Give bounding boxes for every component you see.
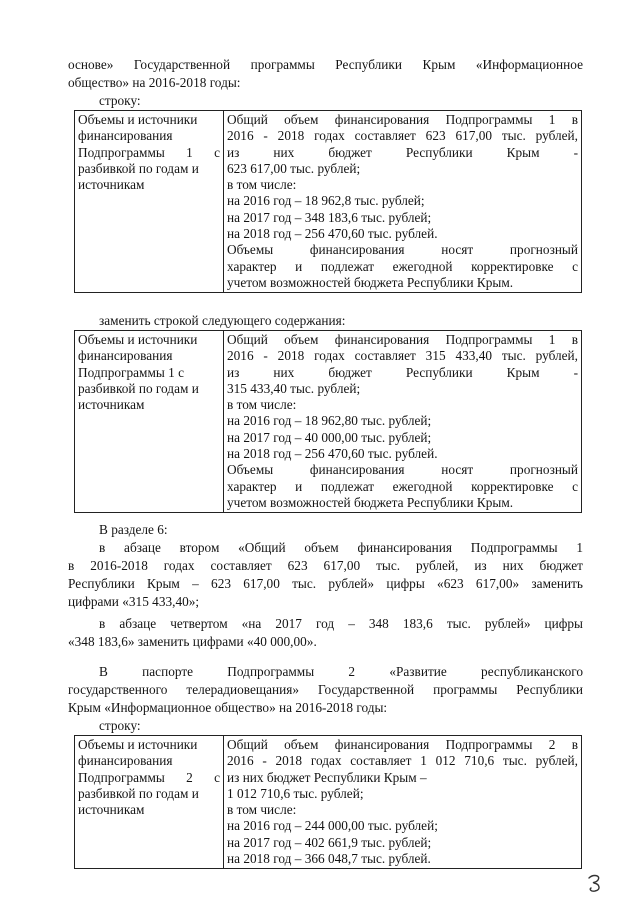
table2-right-line: учетом возможностей бюджета Республики Крым. <box>227 494 514 510</box>
table1-left-line: Подпрограммы 1 с <box>78 144 220 160</box>
replace-instruction: заменить строкой следующего содержания: <box>99 313 346 328</box>
table3-right-line: на 2017 год – 402 661,9 тыс. рублей; <box>227 834 432 850</box>
table1-right-line: характер и подлежат ежегодной корректировке с <box>227 258 578 274</box>
table3-right-line: в том числе: <box>227 802 297 818</box>
table2-left-line: разбивкой по годам и <box>78 380 199 396</box>
table3-right-line: на 2018 год – 366 048,7 тыс. рублей. <box>227 851 431 867</box>
table1-left-line: источникам <box>78 177 145 193</box>
table1-right-line: учетом возможностей бюджета Республики Крым. <box>227 274 514 290</box>
table3-right-line: 2016 - 2018 годах составляет 1 012 710,6 тыс. рублей, <box>227 753 578 769</box>
intro-line-2: общество» на 2016-2018 годы: <box>68 75 241 90</box>
table1-right-line: Общий объем финансирования Подпрограммы 1 в <box>227 112 578 127</box>
table3-left-line: Объемы и источники <box>78 737 198 752</box>
row-label-2: строку: <box>99 718 141 733</box>
table2-right-cell <box>224 331 582 513</box>
table1-right-line: в том числе: <box>227 177 297 193</box>
table3-left-line: разбивкой по годам и <box>78 785 199 801</box>
section6-para1-line3: Республики Крым – 623 617,00 тыс. рублей» цифры «623 617,00» заменить <box>68 576 583 591</box>
table2-left-line: Объемы и источники <box>78 332 198 347</box>
table2-right-line: из них бюджет Республики Крым - <box>227 364 578 380</box>
financing-table-original <box>74 110 582 293</box>
table1-left-line: финансирования <box>78 128 173 144</box>
financing-table-new <box>74 330 582 513</box>
table3-right-line: из них бюджет Республики Крым – <box>227 769 427 785</box>
table3-right-line: на 2016 год – 244 000,00 тыс. рублей; <box>227 818 438 834</box>
table2-left-line: финансирования <box>78 348 173 364</box>
section6-para2-line1: в абзаце четвертом «на 2017 год – 348 183,6 тыс. рублей» цифры <box>99 616 583 631</box>
passport2-line2: государственного телерадиовещания» Государственной программы Республики <box>68 682 583 697</box>
section6-para1-line2: в 2016-2018 годах составляет 623 617,00 тыс. рублей, из них бюджет <box>68 558 583 573</box>
table1-left-line: разбивкой по годам и <box>78 160 199 176</box>
table2-right-line: 2016 - 2018 годах составляет 315 433,40 тыс. рублей, <box>227 348 578 364</box>
section6-para1-line1: в абзаце втором «Общий объем финансирования Подпрограммы 1 <box>99 540 583 555</box>
section6-heading: В разделе 6: <box>99 522 168 537</box>
table3-left-line: финансирования <box>78 753 173 769</box>
table1-left-line: Объемы и источники <box>78 112 198 127</box>
table2-right-line: на 2016 год – 18 962,80 тыс. рублей; <box>227 413 432 429</box>
table2-right-line: характер и подлежат ежегодной корректировке с <box>227 478 578 494</box>
section6-para1-line4: цифрами «315 433,40»; <box>68 594 200 609</box>
passport2-line3: Крым «Информационное общество» на 2016-2018 годы: <box>68 700 388 715</box>
table1-right-line: 623 617,00 тыс. рублей; <box>227 160 361 176</box>
table3-right-cell <box>224 736 582 869</box>
table2-right-line: Объемы финансирования носят прогнозный <box>227 462 578 478</box>
table3-right-line: 1 012 710,6 тыс. рублей; <box>227 785 364 801</box>
table3-right-line: Общий объем финансирования Подпрограммы 2 в <box>227 737 578 752</box>
table1-right-line: на 2016 год – 18 962,8 тыс. рублей; <box>227 193 425 209</box>
section6-para2-line2: «348 183,6» заменить цифрами «40 000,00». <box>68 634 317 649</box>
table2-right-line: в том числе: <box>227 397 297 413</box>
table3-left-line: Подпрограммы 2 с <box>78 769 220 785</box>
financing-table-subprogram2 <box>74 735 582 869</box>
passport2-line1: В паспорте Подпрограммы 2 «Развитие республиканского <box>99 664 583 679</box>
table1-right-line: на 2018 год – 256 470,60 тыс. рублей. <box>227 226 438 242</box>
table2-left-cell <box>75 331 224 513</box>
row-label-1: строку: <box>99 93 141 108</box>
intro-line-1: основе» Государственной программы Республики Крым «Информационное <box>68 57 583 72</box>
table1-right-cell <box>224 111 582 293</box>
table3-left-cell <box>75 736 224 869</box>
table2-right-line: Общий объем финансирования Подпрограммы 1 в <box>227 332 578 347</box>
table2-right-line: на 2017 год – 40 000,00 тыс. рублей; <box>227 429 432 445</box>
table2-right-line: 315 433,40 тыс. рублей; <box>227 380 361 396</box>
table1-right-line: Объемы финансирования носят прогнозный <box>227 242 578 258</box>
table2-right-line: на 2018 год – 256 470,60 тыс. рублей. <box>227 446 438 462</box>
table1-right-line: на 2017 год – 348 183,6 тыс. рублей; <box>227 209 432 225</box>
table2-left-line: источникам <box>78 397 145 413</box>
handwritten-signature-mark <box>585 872 607 894</box>
table2-left-line: Подпрограммы 1 с <box>78 364 185 380</box>
table1-left-cell <box>75 111 224 293</box>
table1-right-line: из них бюджет Республики Крым - <box>227 144 578 160</box>
table1-right-line: 2016 - 2018 годах составляет 623 617,00 тыс. рублей, <box>227 128 578 144</box>
table3-left-line: источникам <box>78 802 145 818</box>
